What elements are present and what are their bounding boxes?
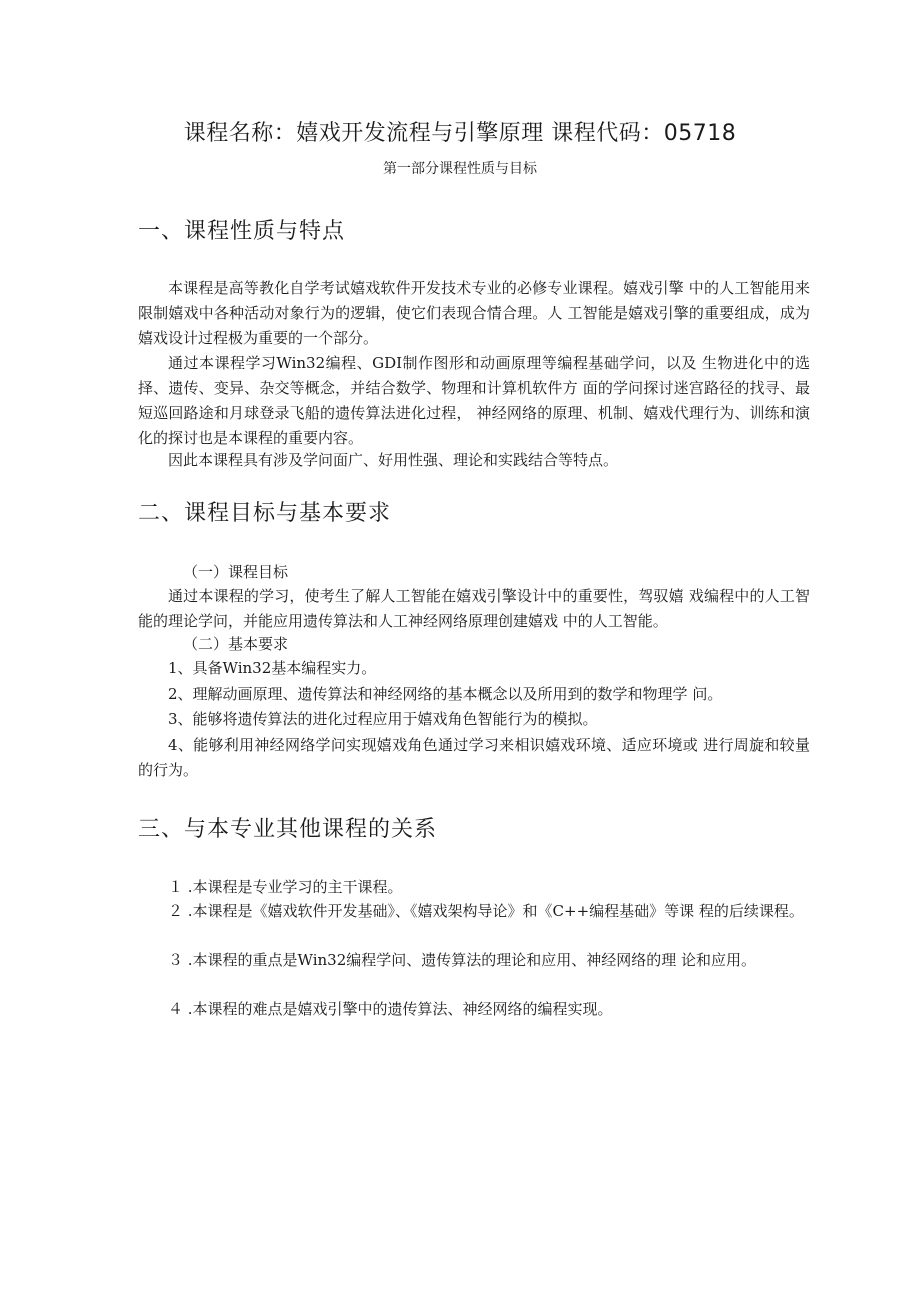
relation-item-4: ４ .本课程的难点是嬉戏引擎中的遗传算法、神经网络的编程实现。 [168,1000,613,1018]
section-2-paragraph-goals: 通过本课程的学习，使考生了解人工智能在嬉戏引擎设计中的重要性，驾驭嬉 戏编程中的人工智能的理论学问，并能应用遗传算法和人工神经网络原理创建嬉戏 中的人工智能。 [138,587,810,630]
relation-item-1: １ .本课程是专业学习的主干课程。 [168,878,403,896]
section-2-subheading-goals: （一）课程目标 [183,563,289,581]
requirement-item-3: 3、能够将遗传算法的进化过程应用于嬉戏角色智能行为的模拟。 [168,710,598,728]
section-1-heading: 一、课程性质与特点 [138,219,346,244]
part-subtitle: 第一部分课程性质与目标 [383,161,537,177]
section-1-paragraph-1: 本课程是高等教化自学考试嬉戏软件开发技术专业的必修专业课程。嬉戏引擎 中的人工智能用来限制嬉戏中各种活动对象行为的逻辑，使它们表现合情合理。人 工智能是嬉戏引擎的重要组成，成为嬉戏设计过程极为重要的一个部分。 [138,279,810,347]
course-title: 课程名称：嬉戏开发流程与引擎原理 课程代码：05718 [183,121,737,146]
relation-item-3: ３ .本课程的重点是Win32编程学问、遗传算法的理论和应用、神经网络的理 论和应用。 [168,951,757,969]
relation-item-2: ２ .本课程是《嬉戏软件开发基础》、《嬉戏架构导论》和《C++编程基础》等课 程的后续课程。 [168,902,804,920]
section-1-paragraph-2: 通过本课程学习Win32编程、GDI制作图形和动画原理等编程基础学问，以及 生物进化中的选择、遗传、变异、杂交等概念，并结合数学、物理和计算机软件方 面的学问探讨迷宫路径的找寻、最短巡回路途和月球登录飞船的遗传算法进化过程， 神经网络的原理、机制、嬉戏代理行为、训练和演化的探讨也是本课程的重要内容。 [138,354,810,447]
section-2-subheading-requirements: （二）基本要求 [183,635,289,653]
requirement-item-1: 1、具备Win32基本编程实力。 [168,659,377,677]
section-1-paragraph-3: 因此本课程具有涉及学问面广、好用性强、理论和实践结合等特点。 [168,451,619,469]
section-2-heading: 二、课程目标与基本要求 [138,501,392,526]
requirement-item-2: 2、理解动画原理、遗传算法和神经网络的基本概念以及所用到的数学和物理学 问。 [168,685,723,703]
requirement-item-4: 4、能够利用神经网络学问实现嬉戏角色通过学习来相识嬉戏环境、适应环境或 进行周旋和较量的行为。 [138,736,810,779]
section-3-heading: 三、与本专业其他课程的关系 [138,817,438,842]
